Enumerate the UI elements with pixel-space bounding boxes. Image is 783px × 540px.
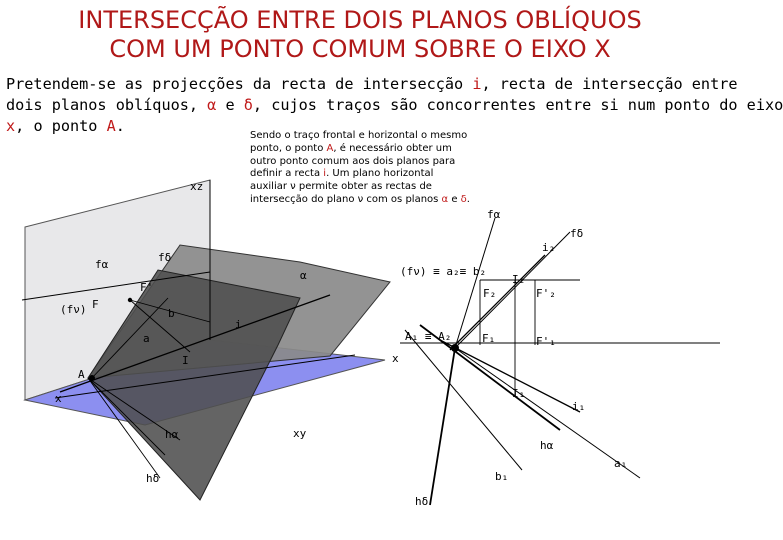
intro-line-1: Pretendem-se as projecções da recta de intersecção i, recta de intersecção entre xyxy=(6,75,738,93)
trace-h-delta-2d xyxy=(430,348,455,505)
label-A1-A2-2d: A₁ ≡ A₂ xyxy=(405,330,452,343)
intro-line-2: dois planos oblíquos, α e δ, cujos traços são concorrentes entre si num ponto do eixo xyxy=(6,96,783,114)
point-a-2d xyxy=(451,344,459,352)
label-f-delta-2d: fδ xyxy=(570,227,584,240)
label-i2-2d: i₂ xyxy=(542,241,556,254)
explanation-note: Sendo o traço frontal e horizontal o mesmo ponto, o ponto A, é necessário obter um outro ponto comum aos dois planos para definir a recta i. Um plano horizontal auxiliar ν permite obter as rectas de intersecção do plano ν com os planos α e δ. xyxy=(250,130,470,205)
line-i1-2d xyxy=(440,340,580,412)
intro-line-3: x, o ponto A. xyxy=(6,117,125,135)
label-F-prime2-2d: F'₂ xyxy=(536,287,556,300)
point-f-3d xyxy=(128,298,132,302)
label-x-2d: x xyxy=(392,352,399,365)
axis-x-ref: x xyxy=(6,117,16,135)
perspective-view xyxy=(22,180,390,500)
label-x-3d: x xyxy=(55,392,62,405)
line-a1-2d xyxy=(455,348,640,478)
label-f-alpha-2d: fα xyxy=(487,208,501,221)
label-xy-3d: xy xyxy=(293,427,307,440)
plane-alpha-ref: α xyxy=(207,96,217,114)
label-F-prime1-2d: F'₁ xyxy=(536,335,556,348)
point-a-3d xyxy=(89,375,95,381)
label-h-alpha-2d: hα xyxy=(540,439,554,452)
plane-delta-ref: δ xyxy=(243,96,253,114)
label-a1-2d: a₁ xyxy=(614,457,628,470)
label-i1-2d: i₁ xyxy=(572,400,586,413)
label-I1-2d: I₁ xyxy=(512,387,526,400)
line-b1-2d xyxy=(405,330,522,470)
label-alpha-3d: α xyxy=(300,269,307,282)
label-b-3d: b xyxy=(168,307,175,320)
point-a-ref: A xyxy=(106,117,116,135)
label-f-delta-3d: fδ xyxy=(158,251,172,264)
label-I-3d: I xyxy=(182,354,189,367)
label-f-alpha-3d: fα xyxy=(95,258,109,271)
label-h-delta-3d: hδ xyxy=(146,472,160,485)
label-F1-2d: F₁ xyxy=(482,332,496,345)
title-line-2: COM UM PONTO COMUM SOBRE O EIXO X xyxy=(109,35,611,63)
line-i-ref: i xyxy=(472,75,482,93)
label-xz: xz xyxy=(190,180,204,193)
label-a-3d: a xyxy=(143,332,150,345)
label-f-nu-2d: (fν) ≡ a₂≡ b₂ xyxy=(400,265,487,278)
label-F2-2d: F₂ xyxy=(483,287,497,300)
label-f-prime-3d: F' xyxy=(140,281,154,294)
label-A-3d: A xyxy=(78,368,85,381)
label-I2-2d: I₂ xyxy=(512,273,526,286)
title-line-1: INTERSECÇÃO ENTRE DOIS PLANOS OBLÍQUOS xyxy=(78,6,642,34)
orthographic-view xyxy=(392,208,720,508)
label-h-alpha-3d: hα xyxy=(165,428,179,441)
label-h-delta-2d: hδ xyxy=(415,495,429,508)
label-i-3d: i xyxy=(235,318,242,331)
label-f-nu-3d: (fν) xyxy=(60,303,87,316)
label-f-3d: F xyxy=(92,298,99,311)
label-b1-2d: b₁ xyxy=(495,470,509,483)
